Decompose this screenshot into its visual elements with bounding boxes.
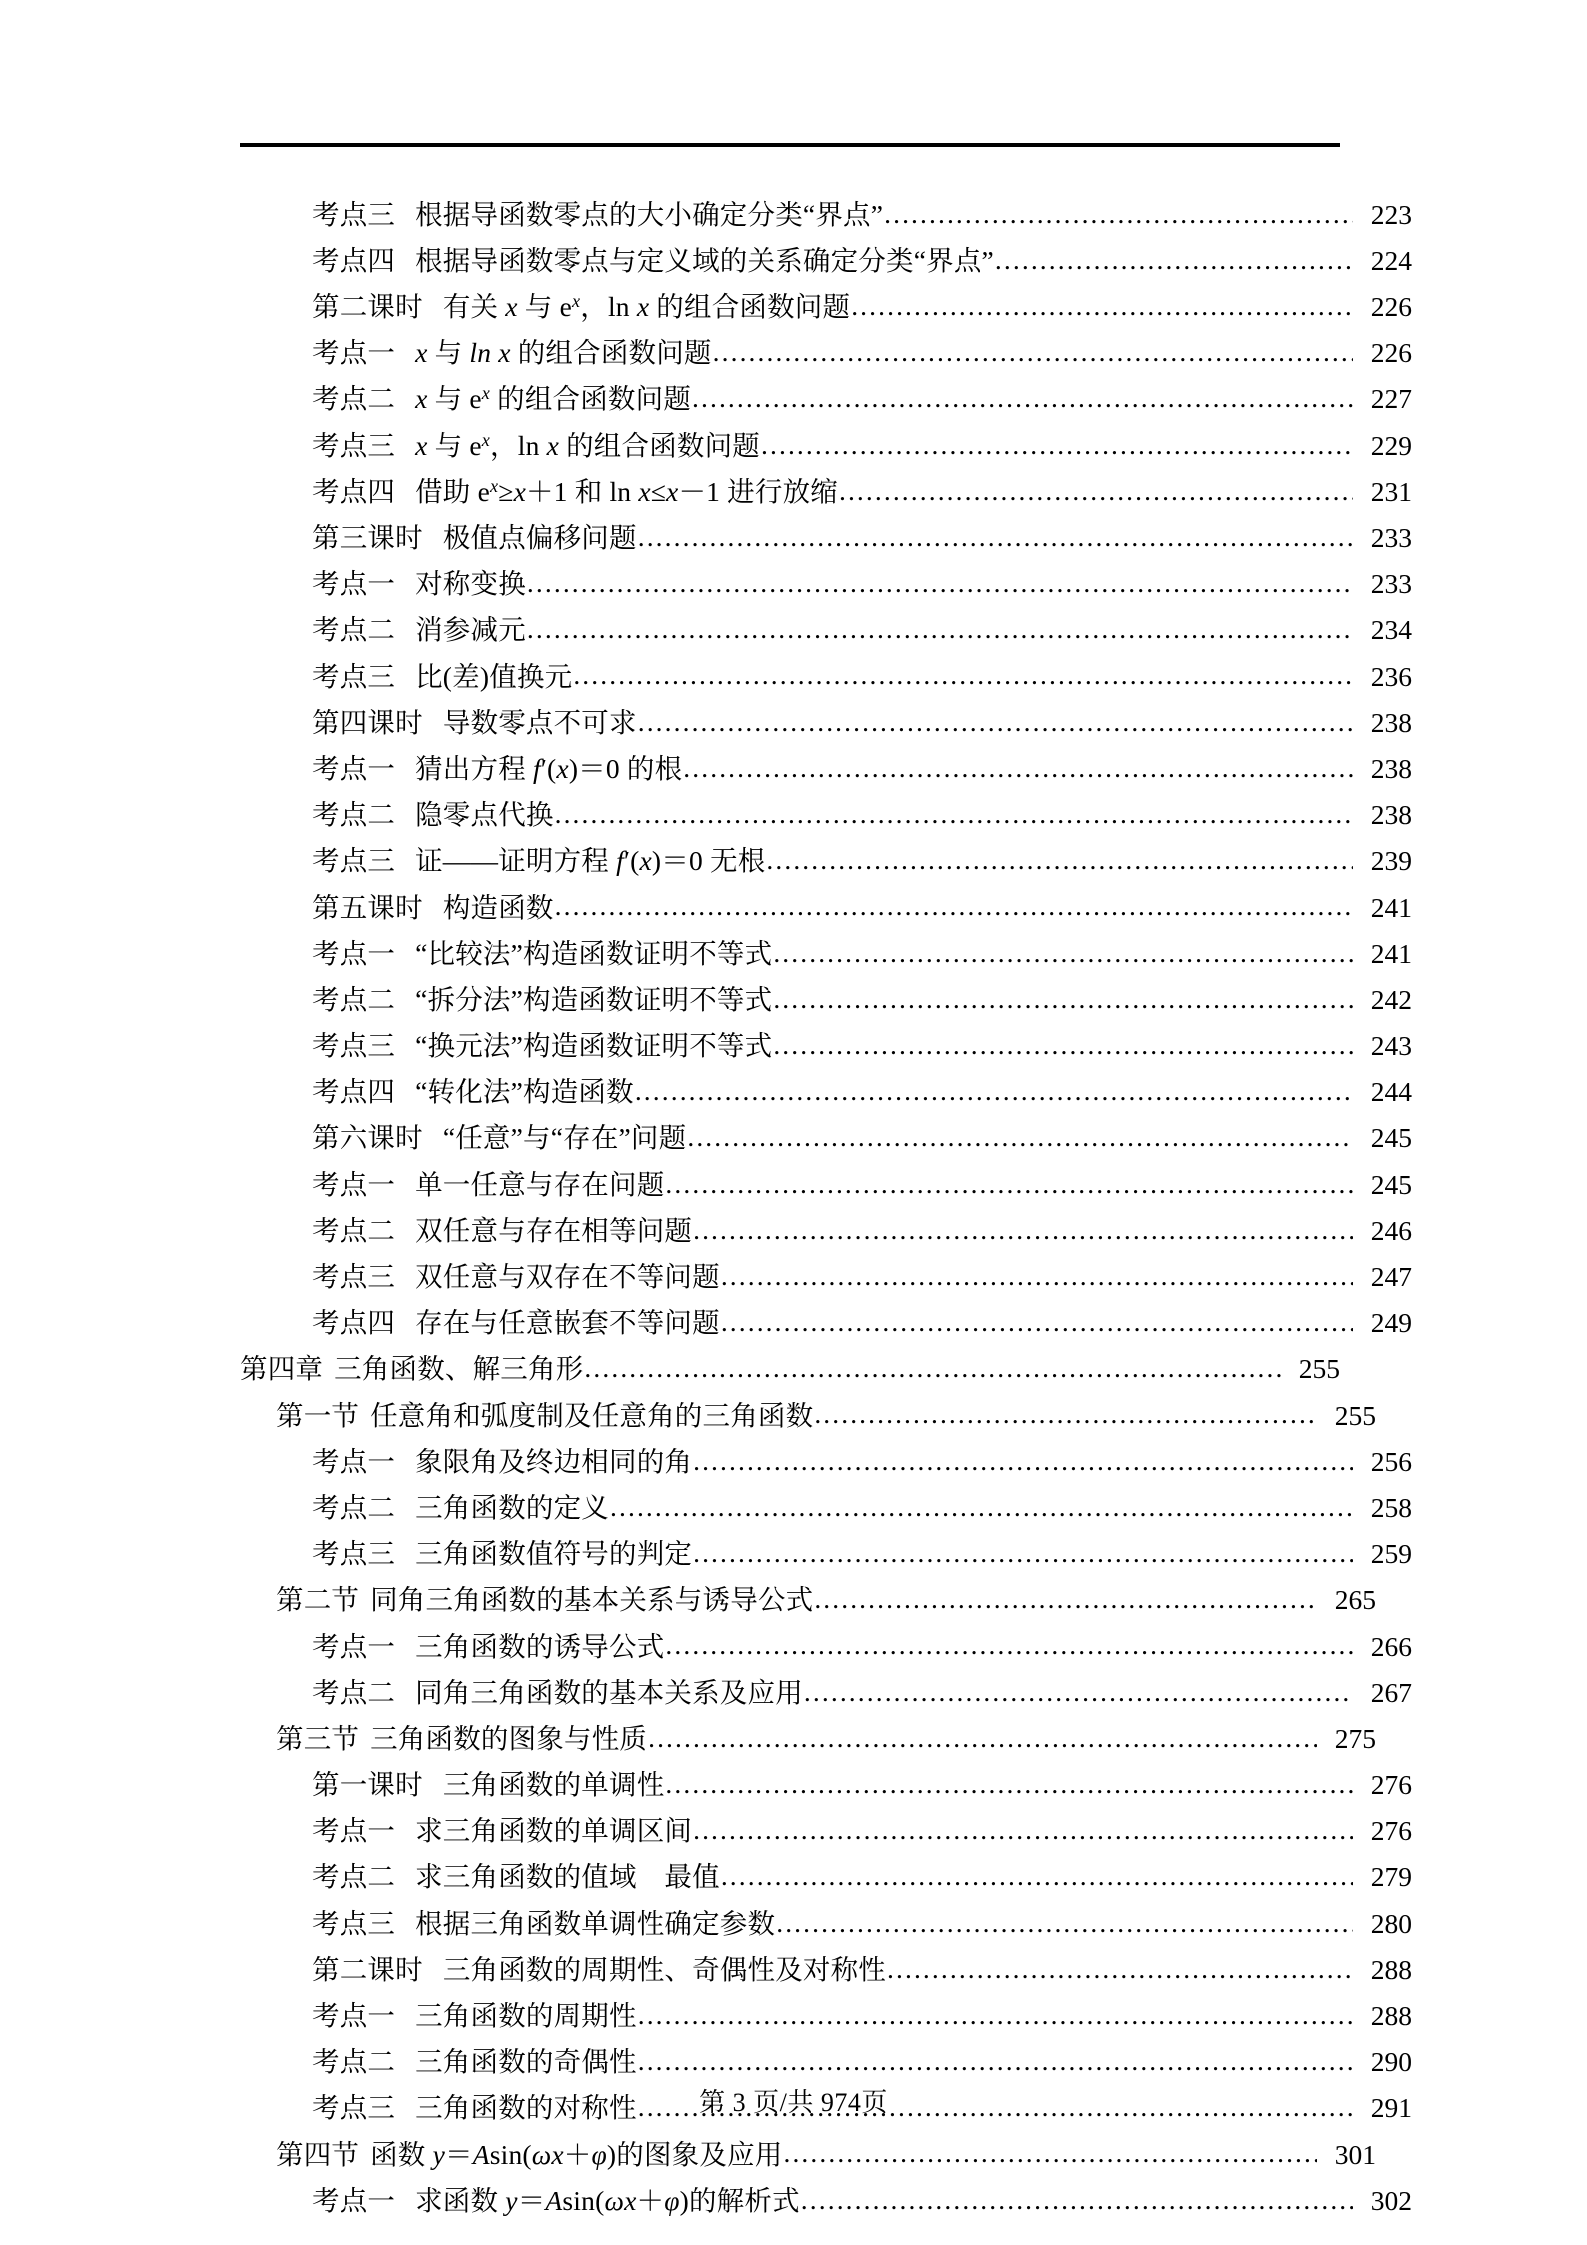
toc-dot-leader <box>665 1171 1353 1199</box>
toc-entry-title: 求函数 y＝Asin(ωx＋φ)的解析式 <box>415 2184 800 2216</box>
toc-entry-title: 三角函数的诱导公式 <box>415 1630 665 1662</box>
toc-dot-leader <box>555 801 1353 829</box>
toc-entry-token: 考点二 <box>312 799 396 831</box>
toc-entry[interactable] <box>240 1198 1412 1244</box>
toc-entry-label <box>312 2002 637 2030</box>
toc-dot-leader <box>638 524 1353 552</box>
toc-entry-label <box>312 524 637 552</box>
toc-entry[interactable] <box>240 1660 1412 1706</box>
toc-entry-page-number: 255 <box>1334 1399 1376 1431</box>
toc-entry-token: 考点一 <box>312 937 396 969</box>
toc-dot-leader <box>773 986 1353 1014</box>
toc-entry-token: 考点二 <box>312 383 396 415</box>
toc-dot-leader <box>683 755 1353 783</box>
toc-entry-title: “拆分法”构造函数证明不等式 <box>415 983 773 1015</box>
toc-entry-token: 考点四 <box>312 1076 396 1108</box>
toc-entry-token: 考点二 <box>312 983 396 1015</box>
toc-dot-leader <box>804 1679 1353 1707</box>
toc-dot-leader <box>635 1078 1353 1106</box>
toc-entry[interactable] <box>240 1244 1412 1290</box>
toc-entry-label <box>312 1491 610 1523</box>
toc-entry-label <box>276 1399 814 1431</box>
toc-entry[interactable] <box>240 459 1412 505</box>
toc-entry-title: x 与 $e^x$，ln x 的组合函数问题 <box>415 429 761 461</box>
toc-entry-page-number: 241 <box>1370 937 1412 969</box>
toc-dot-leader <box>638 709 1353 737</box>
toc-entry-label <box>276 2138 783 2170</box>
toc-entry-label <box>312 1540 692 1568</box>
toc-entry[interactable] <box>240 690 1412 736</box>
toc-entry[interactable] <box>240 274 1412 323</box>
toc-entry-title: 同角三角函数的基本关系与诱导公式 <box>370 1584 814 1616</box>
toc-entry-title: 导数零点不可求 <box>442 706 637 738</box>
toc-entry-page-number: 236 <box>1370 660 1412 692</box>
toc-entry-label <box>312 2184 800 2216</box>
toc-entry-token: 考点三 <box>312 1538 396 1570</box>
toc-entry-token: 考点二 <box>312 1491 396 1523</box>
toc-entry-token: 考点三 <box>312 845 396 877</box>
toc-entry-label <box>312 384 691 413</box>
toc-entry[interactable] <box>240 1337 1340 1383</box>
toc-entry-token: 第三课时 <box>312 522 423 553</box>
toc-entry-token: 考点一 <box>312 752 396 784</box>
toc-entry-label <box>240 1355 583 1383</box>
toc-entry[interactable] <box>240 321 1412 367</box>
toc-entry-label <box>312 1817 692 1845</box>
toc-entry[interactable] <box>240 1568 1376 1614</box>
toc-entry-page-number: 259 <box>1370 1538 1412 1570</box>
toc-dot-leader <box>692 385 1353 413</box>
toc-entry-token: 第一节 <box>276 1399 360 1431</box>
toc-entry-label <box>312 292 850 321</box>
toc-entry-token: 考点二 <box>312 2046 396 2078</box>
toc-dot-leader <box>527 616 1353 644</box>
toc-entry-token: 考点四 <box>312 244 396 276</box>
toc-entry-title: “转化法”构造函数 <box>415 1076 634 1108</box>
toc-entry-page-number: 275 <box>1334 1722 1376 1754</box>
table-of-contents <box>240 182 1412 2216</box>
header-rule <box>240 143 1340 147</box>
toc-entry-title: 三角函数的周期性 <box>415 2000 637 2031</box>
toc-entry-title: 有关 x 与 $e^x$，ln x 的组合函数问题 <box>442 291 851 323</box>
toc-dot-leader <box>693 1817 1353 1845</box>
toc-entry-page-number: 267 <box>1370 1676 1412 1708</box>
toc-entry-token: 考点二 <box>312 614 396 646</box>
toc-entry-title: 三角函数的周期性、奇偶性及对称性 <box>442 1953 887 1985</box>
toc-entry[interactable] <box>240 2030 1412 2076</box>
toc-entry-token: 第五课时 <box>312 891 423 923</box>
toc-entry-token: 考点一 <box>312 2000 396 2031</box>
toc-entry[interactable] <box>240 598 1412 644</box>
toc-entry-page-number: 241 <box>1370 891 1412 923</box>
toc-entry-page-number: 302 <box>1370 2184 1412 2216</box>
toc-entry-page-number: 266 <box>1370 1630 1412 1662</box>
toc-entry-title: 函数 y＝Asin(ωx＋φ)的图象及应用 <box>370 2138 783 2170</box>
toc-entry-token: 考点三 <box>312 1030 396 1062</box>
toc-entry-label <box>312 801 554 829</box>
toc-entry-page-number: 255 <box>1298 1353 1340 1385</box>
toc-entry[interactable] <box>240 829 1412 875</box>
toc-entry[interactable] <box>240 552 1412 598</box>
toc-dot-leader <box>648 1725 1317 1753</box>
toc-entry-token: 考点二 <box>312 1861 396 1893</box>
toc-entry-title: 三角函数、解三角形 <box>334 1353 584 1385</box>
toc-entry[interactable] <box>240 228 1412 274</box>
toc-entry-page-number: 276 <box>1370 1815 1412 1847</box>
toc-entry-label <box>312 2048 637 2076</box>
toc-entry[interactable] <box>240 1429 1412 1475</box>
toc-entry-label <box>312 752 683 784</box>
toc-entry-label <box>312 660 573 692</box>
toc-entry-token: 考点四 <box>312 1307 396 1339</box>
toc-entry-label <box>312 1445 693 1477</box>
toc-entry-label <box>312 847 765 875</box>
toc-entry[interactable] <box>240 1983 1412 2029</box>
toc-entry-token: 第四章 <box>240 1353 324 1385</box>
toc-entry[interactable] <box>240 1152 1412 1198</box>
toc-entry-token: 考点三 <box>312 1261 396 1292</box>
toc-entry-token: 第四节 <box>276 2138 360 2170</box>
toc-entry[interactable] <box>240 1475 1412 1521</box>
page-footer: 第 3 页/共 974页 <box>699 2088 888 2117</box>
toc-dot-leader <box>555 894 1353 922</box>
toc-entry-page-number: 245 <box>1370 1168 1412 1200</box>
toc-dot-leader <box>773 940 1353 968</box>
toc-entry-token: 考点三 <box>312 198 396 230</box>
toc-entry-token: 考点二 <box>312 1676 396 1708</box>
toc-entry-token: 第三节 <box>276 1722 360 1754</box>
toc-entry-page-number: 229 <box>1370 429 1412 461</box>
toc-entry[interactable] <box>240 505 1412 551</box>
toc-entry-page-number: 223 <box>1370 198 1412 230</box>
toc-dot-leader <box>995 247 1353 275</box>
toc-entry-label <box>312 616 526 644</box>
toc-entry-label <box>312 1263 720 1291</box>
toc-dot-leader <box>693 1217 1353 1245</box>
toc-dot-leader <box>638 2048 1353 2076</box>
toc-entry-title: 三角函数的图象与性质 <box>370 1722 648 1754</box>
toc-dot-leader <box>638 2002 1353 2030</box>
toc-entry-title: 根据导函数零点与定义域的关系确定分类“界点” <box>415 244 994 276</box>
toc-entry[interactable] <box>240 1383 1376 1429</box>
toc-entry-token: 第二课时 <box>312 291 423 323</box>
toc-entry-title: 存在与任意嵌套不等问题 <box>415 1307 720 1339</box>
toc-entry-label <box>312 1032 772 1060</box>
toc-entry-label <box>312 1771 664 1799</box>
toc-dot-leader <box>693 1448 1353 1476</box>
toc-entry-label <box>312 1953 887 1985</box>
toc-entry-label <box>276 1586 813 1614</box>
toc-entry-token: 考点二 <box>312 1214 396 1246</box>
toc-entry-label <box>312 1907 776 1939</box>
toc-entry-label <box>312 1124 686 1152</box>
toc-entry-page-number: 290 <box>1370 2046 1412 2078</box>
toc-entry[interactable] <box>240 182 1412 228</box>
toc-dot-leader <box>887 1956 1353 1984</box>
toc-entry[interactable] <box>240 1937 1412 1983</box>
toc-entry-page-number: 242 <box>1370 983 1412 1015</box>
toc-entry-label <box>312 244 994 276</box>
toc-entry-token: 考点一 <box>312 337 396 369</box>
toc-entry[interactable] <box>240 782 1412 831</box>
toc-entry[interactable] <box>240 1752 1412 1801</box>
toc-entry-page-number: 291 <box>1370 2092 1412 2124</box>
toc-dot-leader <box>884 201 1353 229</box>
toc-entry-title: x 与 ln x 的组合函数问题 <box>415 337 712 369</box>
toc-entry[interactable] <box>240 2168 1412 2214</box>
toc-entry-page-number: 227 <box>1370 383 1412 415</box>
toc-entry-title: 求三角函数的单调区间 <box>415 1815 693 1847</box>
toc-entry-title: 三角函数的定义 <box>415 1491 610 1523</box>
toc-entry-title: 双任意与存在相等问题 <box>415 1214 693 1246</box>
toc-entry-page-number: 249 <box>1370 1307 1412 1339</box>
toc-entry-token: 考点一 <box>312 568 396 600</box>
toc-entry-title: 双任意与双存在不等问题 <box>415 1261 720 1292</box>
toc-entry-token: 第六课时 <box>312 1122 423 1154</box>
toc-entry-label <box>312 1630 665 1662</box>
toc-dot-leader <box>721 1309 1353 1337</box>
toc-entry-title: 三角函数的奇偶性 <box>415 2046 637 2078</box>
toc-dot-leader <box>773 1032 1353 1060</box>
toc-dot-leader <box>761 432 1353 460</box>
toc-entry-page-number: 234 <box>1370 614 1412 646</box>
toc-dot-leader <box>665 1633 1353 1661</box>
toc-entry-label <box>312 198 884 230</box>
toc-entry[interactable] <box>240 1614 1412 1660</box>
toc-entry-token: 考点一 <box>312 1630 396 1662</box>
toc-entry-title: “任意”与“存在”问题 <box>442 1122 687 1154</box>
toc-entry-token: 第二节 <box>276 1584 360 1616</box>
toc-entry-title: 三角函数的对称性 <box>415 2092 637 2124</box>
toc-dot-leader <box>814 1586 1317 1614</box>
toc-entry-label <box>312 1309 720 1337</box>
toc-entry-label <box>312 1863 720 1891</box>
toc-entry-token: 考点三 <box>312 660 396 692</box>
toc-entry-page-number: 233 <box>1370 568 1412 600</box>
toc-entry-title: 消参减元 <box>415 614 526 646</box>
toc-entry-token: 考点一 <box>312 1445 396 1477</box>
toc-entry-label <box>312 706 637 738</box>
toc-entry-page-number: 247 <box>1370 1261 1412 1292</box>
toc-dot-leader <box>801 2187 1353 2215</box>
toc-entry-title: 对称变换 <box>415 568 526 600</box>
toc-dot-leader <box>713 339 1353 367</box>
toc-entry-label <box>312 1676 803 1708</box>
toc-entry-title: 根据三角函数单调性确定参数 <box>415 1907 776 1939</box>
toc-entry-label <box>312 477 838 506</box>
toc-entry-title: 构造函数 <box>442 891 554 923</box>
toc-entry-token: 第四课时 <box>312 706 423 738</box>
toc-entry[interactable] <box>240 2122 1376 2168</box>
toc-entry-title: “比较法”构造函数证明不等式 <box>415 937 773 969</box>
toc-entry-label <box>312 1168 665 1200</box>
toc-dot-leader <box>851 293 1353 321</box>
toc-entry-label <box>312 339 712 367</box>
toc-entry[interactable] <box>240 1013 1412 1062</box>
toc-entry-title: 象限角及终边相同的角 <box>415 1445 693 1477</box>
toc-dot-leader <box>721 1263 1353 1291</box>
toc-dot-leader <box>839 478 1353 506</box>
toc-dot-leader <box>776 1910 1353 1938</box>
toc-entry-label <box>312 983 773 1015</box>
toc-entry-label <box>312 937 773 969</box>
toc-entry-page-number: 288 <box>1370 1953 1412 1985</box>
toc-entry[interactable] <box>240 1521 1412 1570</box>
toc-entry-page-number: 238 <box>1370 752 1412 784</box>
toc-dot-leader <box>573 663 1353 691</box>
toc-entry-title: “换元法”构造函数证明不等式 <box>415 1030 773 1062</box>
toc-entry-page-number: 239 <box>1370 845 1412 877</box>
toc-entry-token: 考点一 <box>312 1815 396 1847</box>
toc-entry-page-number: 243 <box>1370 1030 1412 1062</box>
toc-entry-token: 考点三 <box>312 1907 396 1939</box>
toc-entry-page-number: 238 <box>1370 706 1412 738</box>
toc-entry[interactable] <box>240 921 1412 967</box>
toc-entry-title: 猜出方程 f′(x)＝0 的根 <box>415 752 683 784</box>
toc-entry-label <box>312 431 760 460</box>
toc-dot-leader <box>693 1540 1353 1568</box>
toc-entry-page-number: 265 <box>1334 1584 1376 1616</box>
toc-entry-token: 考点三 <box>312 2092 396 2124</box>
toc-entry-page-number: 244 <box>1370 1076 1412 1108</box>
toc-entry[interactable] <box>240 1106 1412 1152</box>
toc-dot-leader <box>783 2141 1317 2169</box>
toc-entry-page-number: 226 <box>1370 291 1412 323</box>
toc-entry-page-number: 256 <box>1370 1445 1412 1477</box>
toc-entry-page-number: 258 <box>1370 1491 1412 1523</box>
toc-entry[interactable] <box>240 1060 1412 1106</box>
toc-dot-leader <box>766 847 1353 875</box>
toc-entry-label <box>312 891 554 923</box>
toc-entry-title: 隐零点代换 <box>415 799 554 831</box>
toc-entry-title: 单一任意与存在问题 <box>415 1168 665 1200</box>
toc-entry[interactable] <box>240 1291 1412 1337</box>
toc-entry-label <box>312 1078 634 1106</box>
toc-entry-page-number: 276 <box>1370 1769 1412 1801</box>
toc-dot-leader <box>721 1863 1353 1891</box>
toc-entry-title: 根据导函数零点的大小确定分类“界点” <box>415 198 884 230</box>
toc-entry-title: 三角函数的单调性 <box>442 1769 665 1801</box>
toc-entry-title: 极值点偏移问题 <box>442 522 637 553</box>
toc-entry-title: 任意角和弧度制及任意角的三角函数 <box>370 1399 814 1431</box>
toc-dot-leader <box>584 1355 1281 1383</box>
toc-entry[interactable] <box>240 736 1412 782</box>
toc-entry[interactable] <box>240 1799 1412 1845</box>
toc-entry-token: 第二课时 <box>312 1953 423 1985</box>
toc-entry-page-number: 245 <box>1370 1122 1412 1154</box>
toc-entry[interactable] <box>240 644 1412 690</box>
toc-entry-label <box>276 1722 648 1754</box>
toc-entry-token: 考点一 <box>312 2184 396 2216</box>
toc-dot-leader <box>687 1124 1353 1152</box>
toc-entry-page-number: 288 <box>1370 2000 1412 2031</box>
toc-dot-leader <box>814 1402 1317 1430</box>
toc-entry-label <box>312 570 526 598</box>
toc-entry-token: 考点三 <box>312 429 396 461</box>
toc-dot-leader <box>610 1494 1353 1522</box>
toc-entry-page-number: 246 <box>1370 1214 1412 1246</box>
toc-entry[interactable] <box>240 367 1412 413</box>
toc-entry-title: x 与 $e^x$ 的组合函数问题 <box>415 383 692 415</box>
toc-entry[interactable] <box>240 1845 1412 1891</box>
toc-entry-page-number: 226 <box>1370 337 1412 369</box>
toc-entry-title: 比(差)值换元 <box>415 660 573 692</box>
toc-entry-title: 借助 $e^x\ge x+1$ 和 ln x≤x－1 进行放缩 <box>415 475 838 507</box>
toc-entry-title: 三角函数值符号的判定 <box>415 1538 693 1570</box>
toc-entry-label <box>312 1214 693 1246</box>
toc-entry-page-number: 279 <box>1370 1861 1412 1893</box>
toc-entry-page-number: 238 <box>1370 799 1412 831</box>
toc-entry[interactable] <box>240 967 1412 1013</box>
toc-entry-token: 考点一 <box>312 1168 396 1200</box>
toc-entry-token: 考点四 <box>312 475 396 507</box>
toc-entry-page-number: 280 <box>1370 1907 1412 1939</box>
toc-dot-leader <box>665 1771 1353 1799</box>
toc-entry-title: 同角三角函数的基本关系及应用 <box>415 1676 803 1708</box>
toc-entry[interactable] <box>240 875 1412 921</box>
toc-entry-page-number: 301 <box>1334 2138 1376 2170</box>
toc-entry[interactable] <box>240 1706 1376 1752</box>
toc-entry-token: 第一课时 <box>312 1769 423 1801</box>
toc-entry[interactable] <box>240 413 1412 459</box>
toc-dot-leader <box>527 570 1353 598</box>
toc-entry-page-number: 231 <box>1370 475 1412 507</box>
toc-entry[interactable] <box>240 1891 1412 1937</box>
toc-entry-page-number: 224 <box>1370 244 1412 276</box>
toc-entry-title: 求三角函数的值域 最值 <box>415 1861 720 1893</box>
toc-entry-title: 证——证明方程 f′(x)＝0 无根 <box>415 845 766 877</box>
toc-entry-page-number: 233 <box>1370 522 1412 553</box>
